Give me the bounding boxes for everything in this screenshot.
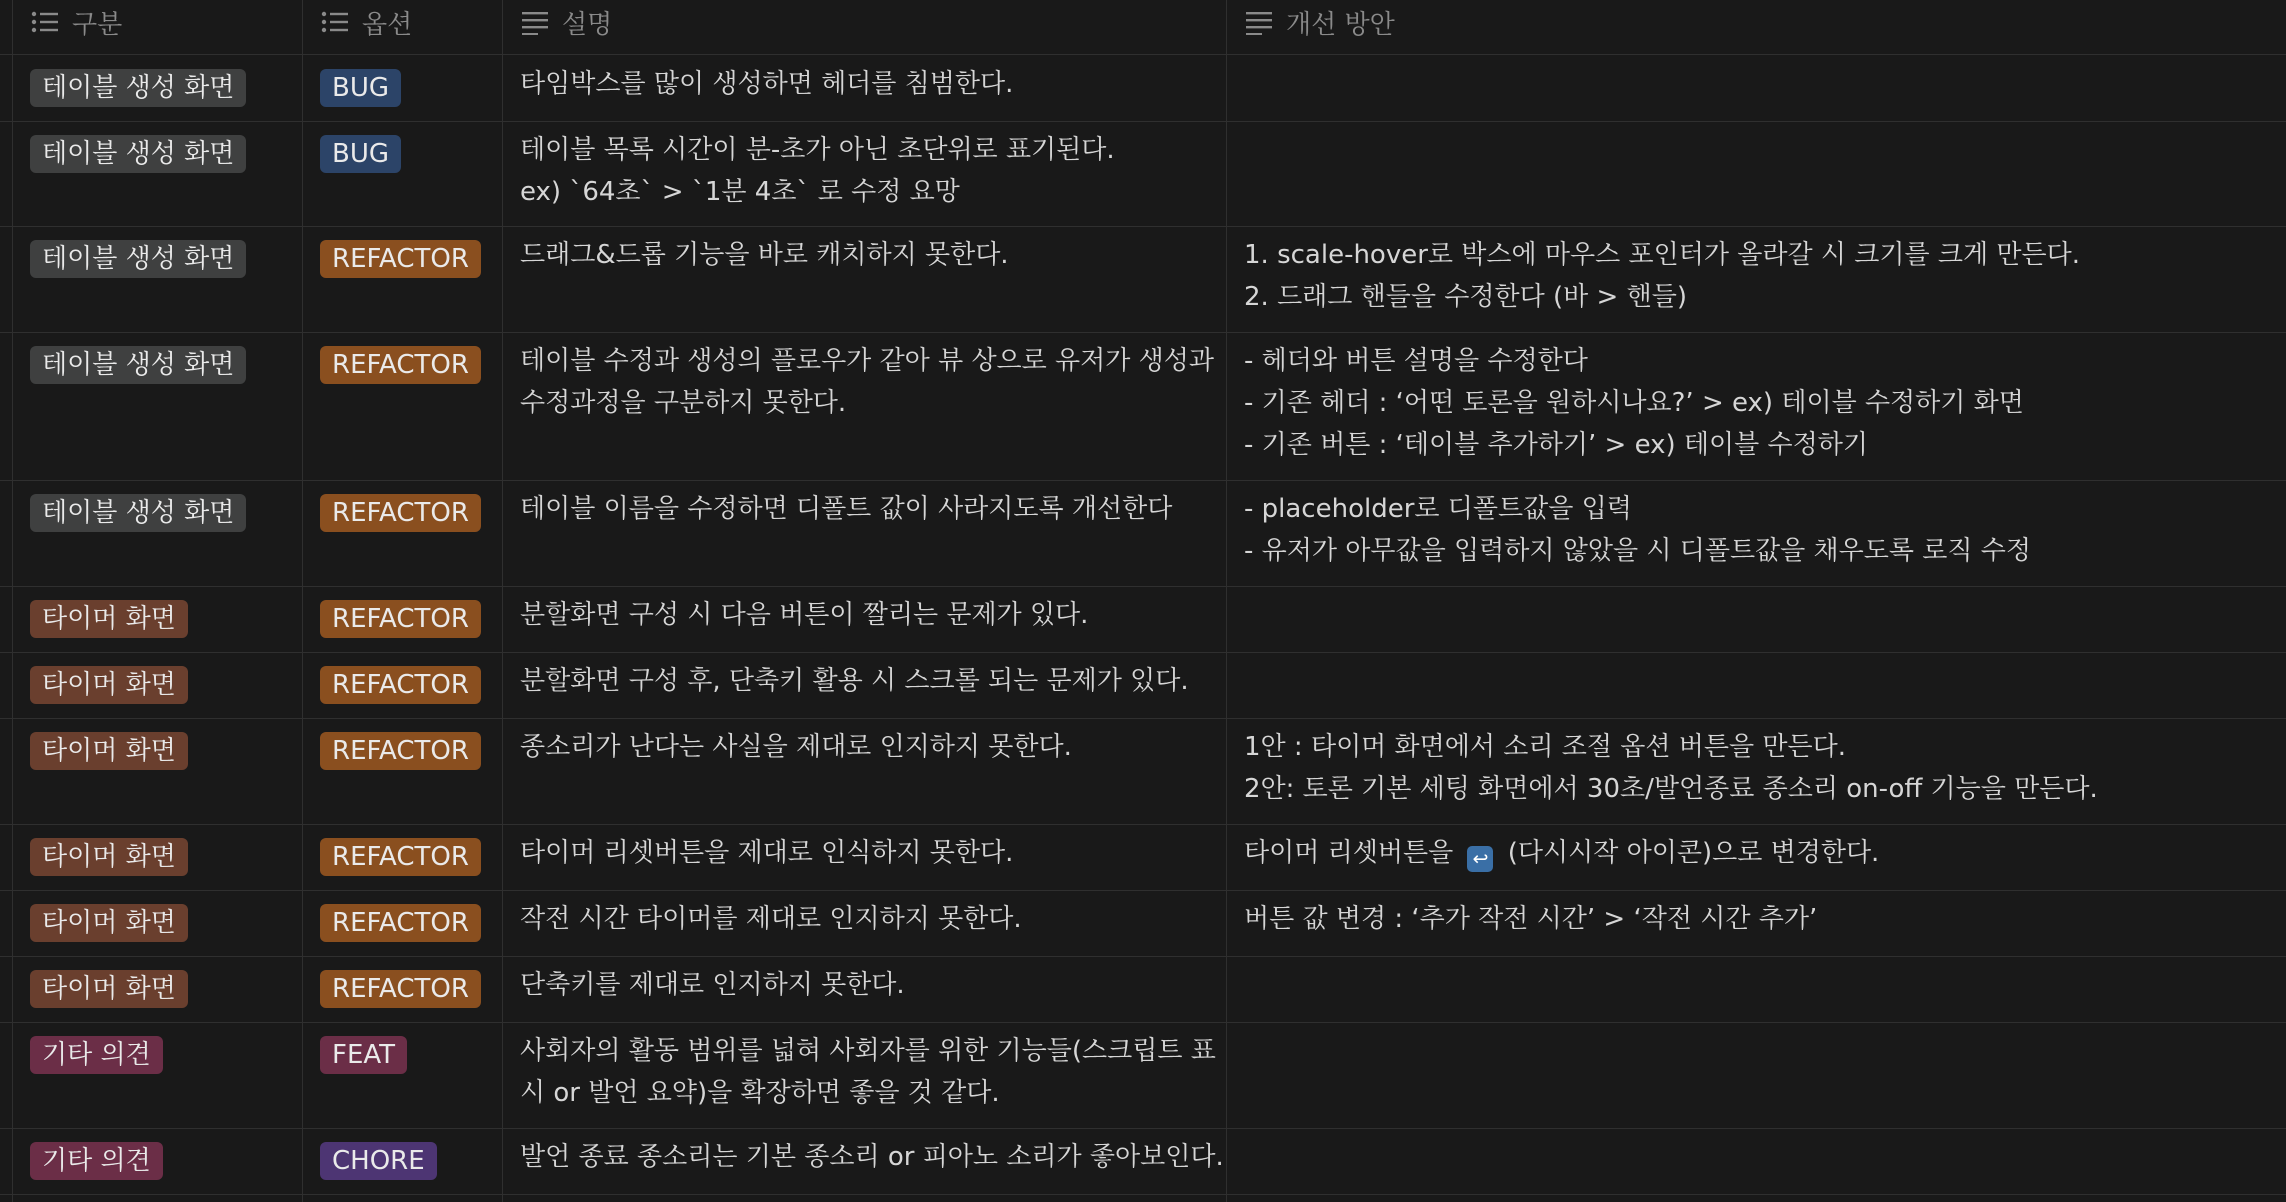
- description-text: [520, 964, 1214, 1006]
- description-line: 시 or 발언 요약)을 확장하면 좋을 것 같다.: [520, 1078, 1000, 1108]
- description-line: 사회자의 활동 범위를 넓혀 사회자를 위한 기능들(스크립트 표: [520, 1036, 1216, 1066]
- cell-category[interactable]: [0, 480, 302, 586]
- cell-category[interactable]: [0, 586, 302, 652]
- cell-improvement[interactable]: [1244, 55, 2286, 121]
- cell-option[interactable]: [302, 332, 502, 480]
- option-tag: BUG: [320, 69, 401, 107]
- description-line: 발언 종료 종소리는 기본 종소리 or 피아노 소리가 좋아보인다.: [520, 1142, 1224, 1172]
- cell-improvement[interactable]: [1244, 718, 2286, 824]
- cell-description[interactable]: [520, 956, 1226, 1022]
- category-tag: 테이블 생성 화면: [30, 346, 246, 384]
- improvement-text: [1244, 234, 2274, 318]
- description-line: 분할화면 구성 시 다음 버튼이 짤리는 문제가 있다.: [520, 600, 1089, 630]
- cell-category[interactable]: [0, 332, 302, 480]
- column-header-category[interactable]: [30, 0, 122, 44]
- category-tag: 테이블 생성 화면: [30, 494, 246, 532]
- cell-improvement[interactable]: [1244, 956, 2286, 1022]
- description-text: [520, 63, 1214, 105]
- cell-improvement[interactable]: [1244, 480, 2286, 586]
- cell-option[interactable]: [302, 121, 502, 226]
- cell-option[interactable]: [302, 586, 502, 652]
- cell-option[interactable]: [302, 652, 502, 718]
- category-tag: 테이블 생성 화면: [30, 69, 246, 107]
- description-line: 종소리가 난다는 사실을 제대로 인지하지 못한다.: [520, 732, 1072, 762]
- cell-description[interactable]: [520, 890, 1226, 956]
- column-header-improvement[interactable]: [1244, 0, 1395, 44]
- improvement-text: [1244, 726, 2274, 810]
- column-header-label: 개선 방안: [1286, 9, 1395, 40]
- improvement-line: 1. scale-hover로 박스에 마우스 포인터가 올라갈 시 크기를 크게 만든다.: [1244, 240, 2080, 270]
- cell-description[interactable]: [520, 1022, 1226, 1128]
- table-row[interactable]: [0, 718, 2286, 825]
- improvement-line: 2안: 토론 기본 세팅 화면에서 30초/발언종료 종소리 on-off 기능을 만든다.: [1244, 774, 2098, 804]
- list-icon: [30, 9, 60, 35]
- description-line: 테이블 이름을 수정하면 디폴트 값이 사라지도록 개선한다: [520, 494, 1173, 524]
- description-text: [520, 594, 1214, 636]
- cell-description[interactable]: [520, 480, 1226, 586]
- cell-description[interactable]: [520, 121, 1226, 226]
- cell-improvement[interactable]: [1244, 1128, 2286, 1194]
- table-row[interactable]: [0, 480, 2286, 587]
- improvement-line: 2. 드래그 핸들을 수정한다 (바 > 핸들): [1244, 282, 1687, 312]
- cell-improvement[interactable]: [1244, 890, 2286, 956]
- improvement-text: [1244, 832, 2274, 874]
- improvement-line: 1안 : 타이머 화면에서 소리 조절 옵션 버튼을 만든다.: [1244, 732, 1847, 762]
- cell-category[interactable]: [0, 55, 302, 121]
- cell-category[interactable]: [0, 121, 302, 226]
- cell-option[interactable]: [302, 718, 502, 824]
- table-row[interactable]: [0, 1128, 2286, 1195]
- list-icon: [320, 9, 350, 35]
- improvement-text: [1244, 488, 2274, 572]
- category-tag: 테이블 생성 화면: [30, 240, 246, 278]
- cell-description[interactable]: [520, 652, 1226, 718]
- table-row[interactable]: [0, 226, 2286, 333]
- improvement-line: - placeholder로 디폴트값을 입력: [1244, 494, 1632, 524]
- cell-category[interactable]: [0, 226, 302, 332]
- restart-icon: ↩: [1467, 846, 1493, 872]
- description-line: ex) `64초` > `1분 4초` 로 수정 요망: [520, 177, 960, 207]
- option-tag: FEAT: [320, 1036, 407, 1074]
- improvement-line: 버튼 값 변경 : ‘추가 작전 시간’ > ‘작전 시간 추가’: [1244, 904, 1818, 934]
- cell-description[interactable]: [520, 824, 1226, 890]
- cell-improvement[interactable]: [1244, 586, 2286, 652]
- description-text: [520, 129, 1214, 213]
- category-tag: 타이머 화면: [30, 600, 188, 638]
- cell-category[interactable]: [0, 652, 302, 718]
- cell-description[interactable]: [520, 332, 1226, 480]
- cell-category[interactable]: [0, 1022, 302, 1128]
- improvement-line: - 기존 헤더 : ‘어떤 토론을 원하시나요?’ > ex) 테이블 수정하기 화면: [1244, 388, 2024, 418]
- option-tag: REFACTOR: [320, 904, 481, 942]
- category-tag: 타이머 화면: [30, 666, 188, 704]
- column-header-label: 옵션: [362, 9, 413, 40]
- description-text: [520, 234, 1214, 276]
- table-row[interactable]: [0, 55, 2286, 122]
- cell-improvement[interactable]: [1244, 1022, 2286, 1128]
- column-header-label: 설명: [562, 9, 613, 40]
- description-line: 테이블 수정과 생성의 플로우가 같아 뷰 상으로 유저가 생성과: [520, 346, 1215, 376]
- cell-category[interactable]: [0, 890, 302, 956]
- option-tag: CHORE: [320, 1142, 437, 1180]
- table-row[interactable]: [0, 890, 2286, 957]
- cell-option[interactable]: [302, 1128, 502, 1194]
- improvement-line: - 유저가 아무값을 입력하지 않았을 시 디폴트값을 채우도록 로직 수정: [1244, 536, 2032, 566]
- description-text: [520, 488, 1214, 530]
- category-tag: 타이머 화면: [30, 970, 188, 1008]
- table-row[interactable]: [0, 824, 2286, 891]
- description-line: 수정과정을 구분하지 못한다.: [520, 388, 847, 418]
- improvement-text: [1244, 898, 2274, 940]
- cell-improvement[interactable]: [1244, 332, 2286, 480]
- category-tag: 기타 의견: [30, 1142, 163, 1180]
- table-row[interactable]: [0, 956, 2286, 1023]
- category-tag: 테이블 생성 화면: [30, 135, 246, 173]
- improvement-text: [1244, 340, 2274, 466]
- description-text: [520, 1136, 1224, 1178]
- cell-category[interactable]: [0, 956, 302, 1022]
- description-line: 분할화면 구성 후, 단축키 활용 시 스크롤 되는 문제가 있다.: [520, 666, 1189, 696]
- description-line: 타임박스를 많이 생성하면 헤더를 침범한다.: [520, 69, 1014, 99]
- column-header-label: 구분: [72, 9, 123, 40]
- column-header-description[interactable]: [520, 0, 612, 44]
- improvement-line: - 헤더와 버튼 설명을 수정한다: [1244, 346, 1588, 376]
- cell-description[interactable]: [520, 718, 1226, 824]
- option-tag: BUG: [320, 135, 401, 173]
- description-text: [520, 832, 1214, 874]
- table-row[interactable]: [0, 1022, 2286, 1129]
- option-tag: REFACTOR: [320, 494, 481, 532]
- table-row[interactable]: [0, 652, 2286, 719]
- cell-option[interactable]: [302, 890, 502, 956]
- option-tag: REFACTOR: [320, 838, 481, 876]
- description-line: 타이머 리셋버튼을 제대로 인식하지 못한다.: [520, 838, 1014, 868]
- description-text: [520, 1030, 1214, 1114]
- description-line: 테이블 목록 시간이 분-초가 아닌 초단위로 표기된다.: [520, 135, 1115, 165]
- improvement-text-post: (다시시작 아이콘)으로 변경한다.: [1499, 838, 1880, 868]
- option-tag: REFACTOR: [320, 666, 481, 704]
- cell-option[interactable]: [302, 824, 502, 890]
- cell-improvement[interactable]: [1244, 121, 2286, 226]
- description-line: 작전 시간 타이머를 제대로 인지하지 못한다.: [520, 904, 1022, 934]
- cell-category[interactable]: [0, 824, 302, 890]
- cell-option[interactable]: [302, 226, 502, 332]
- table-row[interactable]: [0, 332, 2286, 481]
- cell-option[interactable]: [302, 55, 502, 121]
- improvement-text-pre: 타이머 리셋버튼을: [1244, 838, 1462, 868]
- description-line: 단축키를 제대로 인지하지 못한다.: [520, 970, 905, 1000]
- option-tag: REFACTOR: [320, 600, 481, 638]
- category-tag: 기타 의견: [30, 1036, 163, 1074]
- improvement-line: - 기존 버튼 : ‘테이블 추가하기’ > ex) 테이블 수정하기: [1244, 430, 1868, 460]
- text-icon: [520, 9, 550, 35]
- text-icon: [1244, 9, 1274, 35]
- cell-description[interactable]: [520, 1128, 1226, 1194]
- cell-description[interactable]: [520, 226, 1226, 332]
- improvement-line: [1244, 832, 2274, 874]
- table-row[interactable]: [0, 586, 2286, 653]
- cell-improvement[interactable]: [1244, 824, 2286, 890]
- cell-option[interactable]: [302, 956, 502, 1022]
- description-text: [520, 340, 1214, 424]
- cell-description[interactable]: [520, 55, 1226, 121]
- table-header: [0, 0, 2286, 55]
- cell-improvement[interactable]: [1244, 226, 2286, 332]
- option-tag: REFACTOR: [320, 240, 481, 278]
- table-row[interactable]: [0, 121, 2286, 227]
- cell-category[interactable]: [0, 1128, 302, 1194]
- cell-option[interactable]: [302, 1022, 502, 1128]
- description-line: 드래그&드롭 기능을 바로 캐치하지 못한다.: [520, 240, 1009, 270]
- description-text: [520, 898, 1214, 940]
- cell-description[interactable]: [520, 586, 1226, 652]
- cell-category[interactable]: [0, 718, 302, 824]
- category-tag: 타이머 화면: [30, 838, 188, 876]
- option-tag: REFACTOR: [320, 732, 481, 770]
- description-text: [520, 660, 1214, 702]
- option-tag: REFACTOR: [320, 346, 481, 384]
- option-tag: REFACTOR: [320, 970, 481, 1008]
- category-tag: 타이머 화면: [30, 904, 188, 942]
- category-tag: 타이머 화면: [30, 732, 188, 770]
- cell-improvement[interactable]: [1244, 652, 2286, 718]
- description-text: [520, 726, 1214, 768]
- column-header-option[interactable]: [320, 0, 412, 44]
- cell-option[interactable]: [302, 480, 502, 586]
